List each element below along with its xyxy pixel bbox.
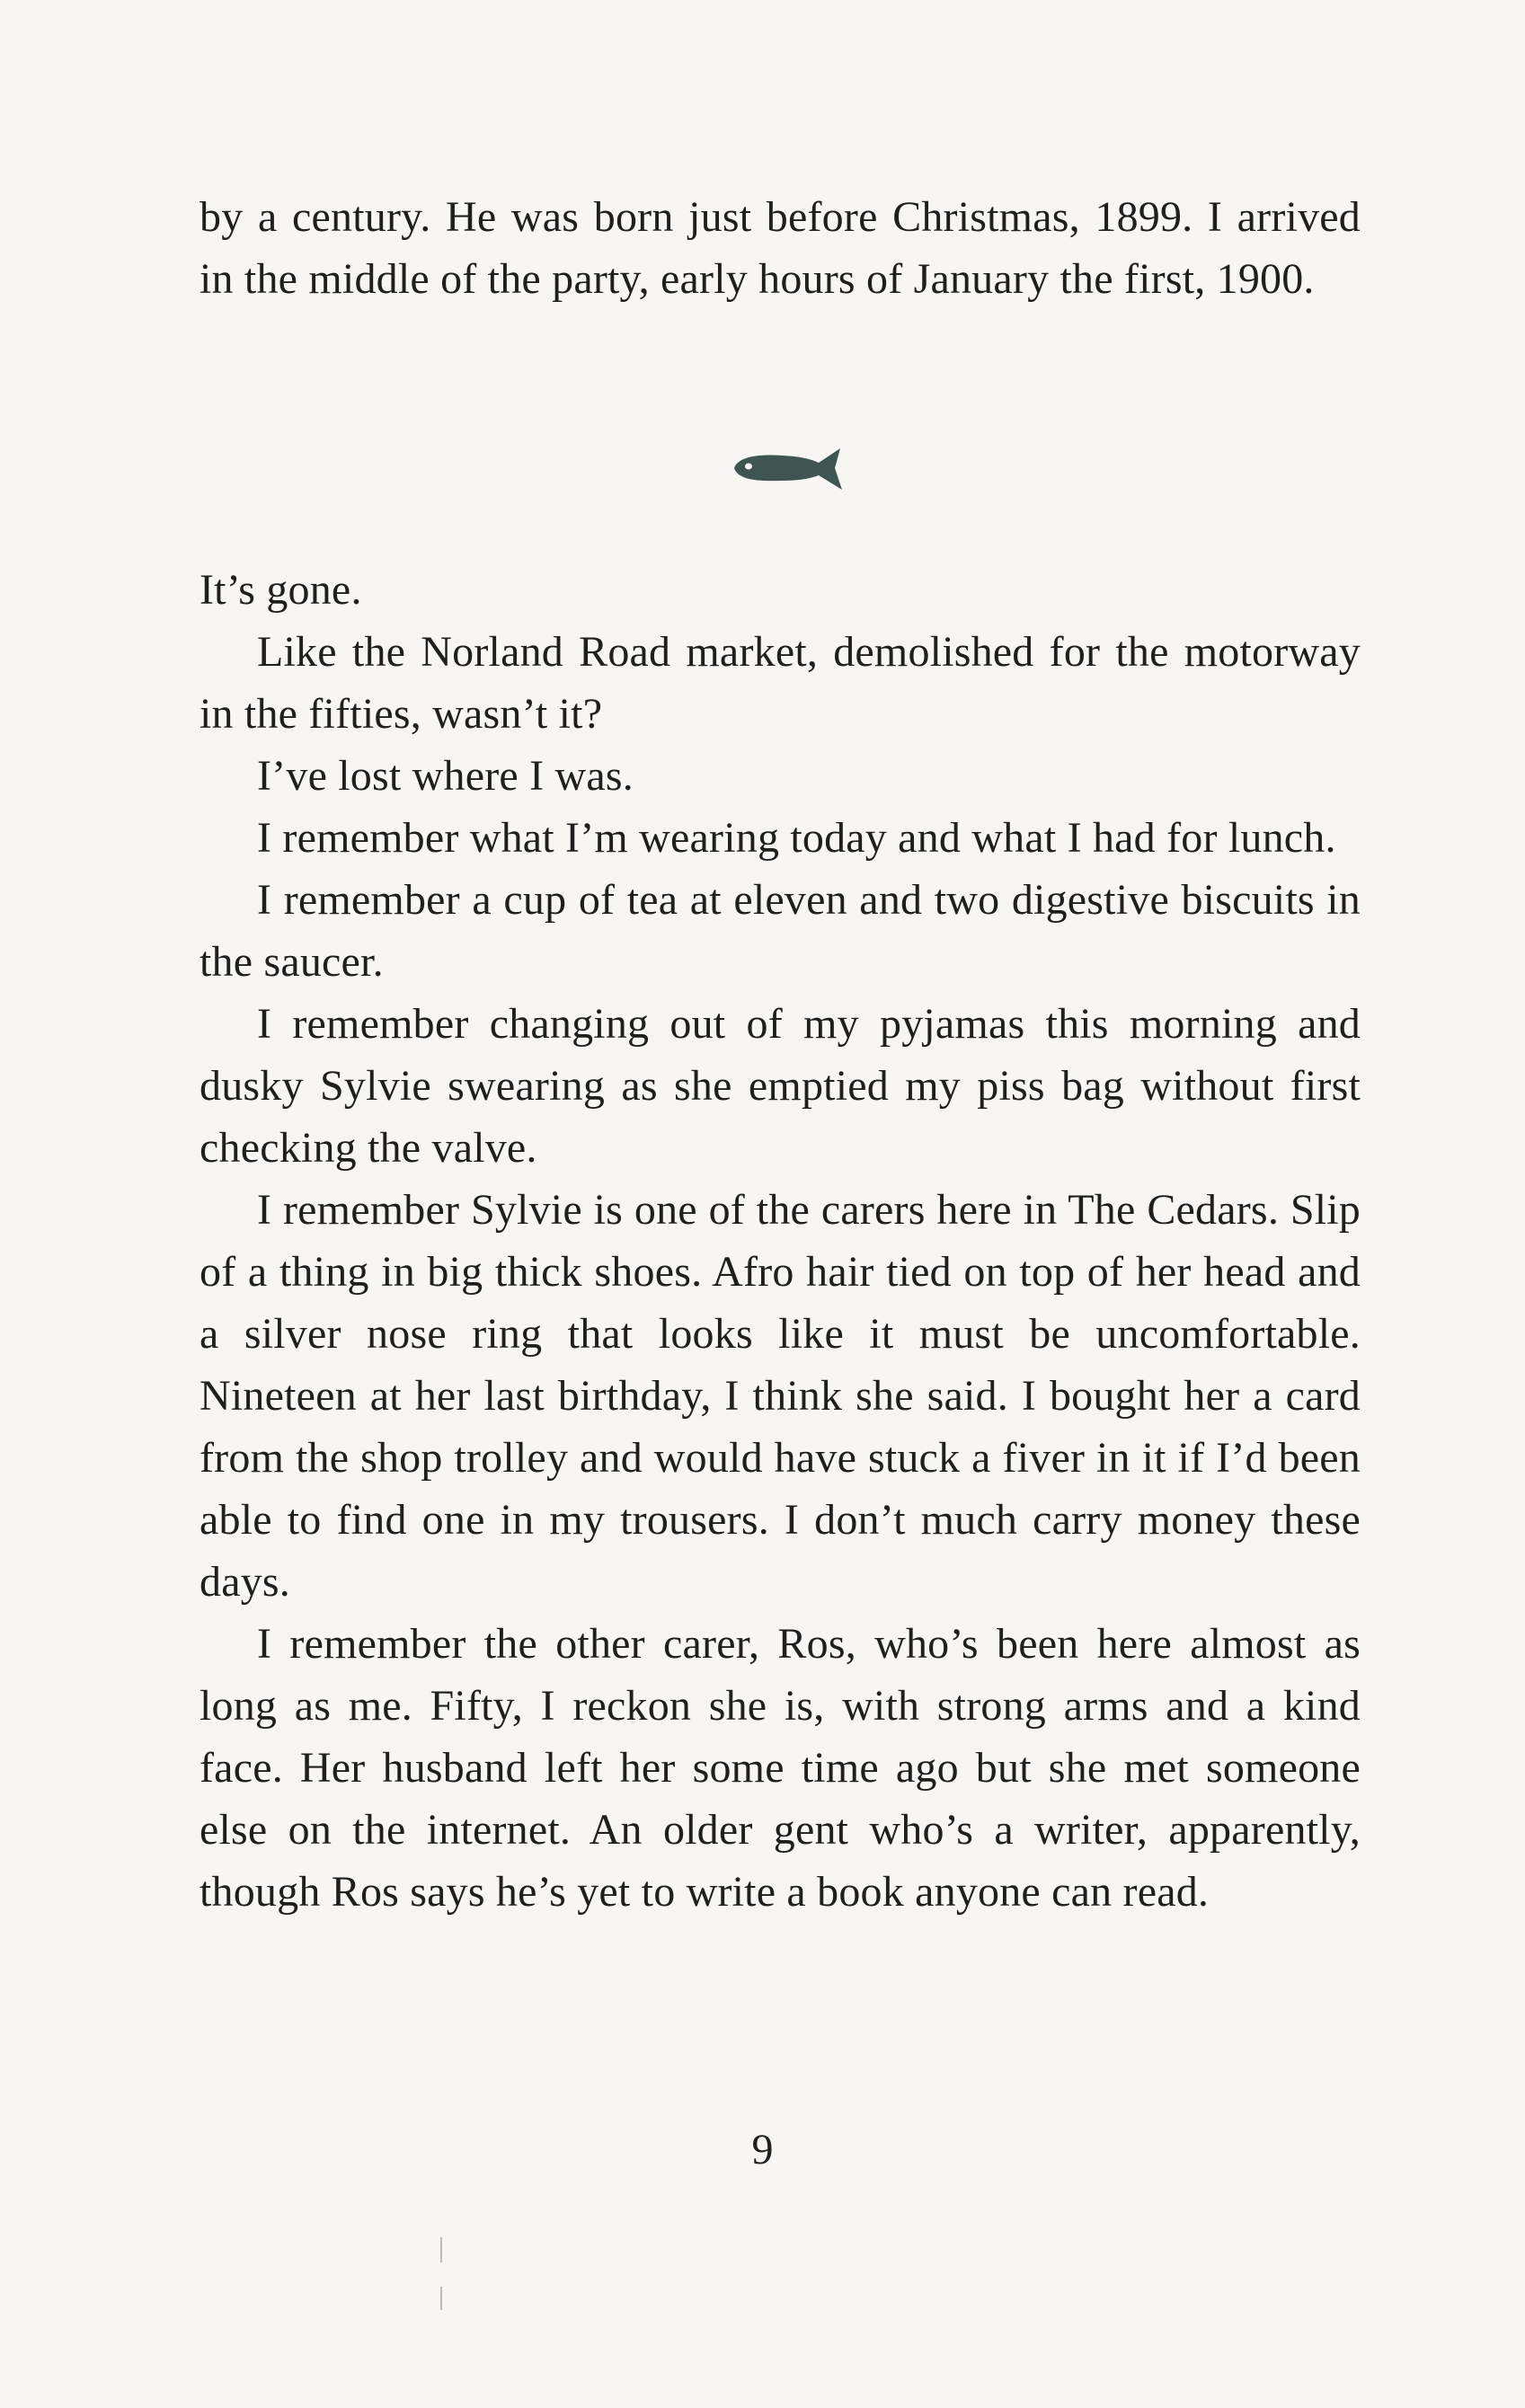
main-text xyxy=(199,559,1361,1923)
paragraph: I remember a cup of tea at eleven and two digestive biscuits in the saucer. xyxy=(199,876,1361,986)
paragraph: I remember the other carer, Ros, who’s been here almost as long as me. Fifty, I reckon she is, with strong arms and a kind face. Her husband left her some time ago but she met someone else on the internet. An older gent who’s a writer, apparently, though Ros says he’s yet to write a book anyone can read. xyxy=(199,1620,1361,1916)
paragraph: I remember changing out of my pyjamas this morning and dusky Sylvie swearing as she emptied my piss bag without first checking the valve. xyxy=(199,1000,1361,1172)
paragraph: I remember Sylvie is one of the carers here in The Cedars. Slip of a thing in big thick shoes. Afro hair tied on top of her head and a silver nose ring that looks like it must be uncomfortable. Nineteen at her last birthday, I think she said. I bought her a card from the shop trolley and would have stuck a fiver in it if I’d been able to find one in my trousers. I don’t much carry money these days. xyxy=(199,1186,1361,1606)
paragraph: I’ve lost where I was. xyxy=(257,752,634,800)
paragraph: It’s gone. xyxy=(199,566,362,614)
scan-mark xyxy=(440,2237,442,2262)
page-number: 9 xyxy=(751,2126,774,2173)
scan-mark xyxy=(440,2287,442,2310)
opening-text xyxy=(199,186,1361,310)
paragraph: I remember what I’m wearing today and what I had for lunch. xyxy=(257,814,1336,862)
paragraph: Like the Norland Road market, demolished for the motorway in the fifties, wasn’t it? xyxy=(199,628,1361,738)
fish-icon xyxy=(729,441,846,493)
opening-paragraph: by a century. He was born just before Christmas, 1899. I arrived in the middle of the party, early hours of January the first, 1900. xyxy=(199,193,1361,303)
